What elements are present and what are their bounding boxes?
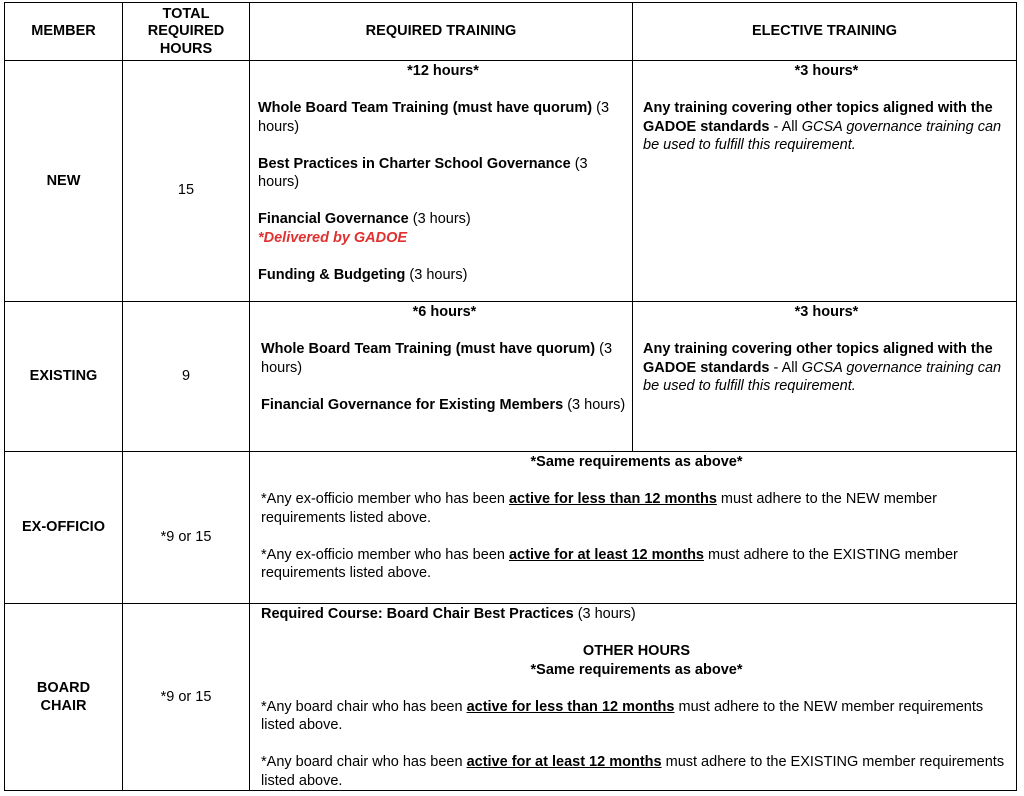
training-item-hours: (3 hours)	[567, 396, 626, 413]
rule-text: *Any ex-officio member who has been	[261, 546, 505, 563]
header-total-line1: TOTAL	[162, 5, 210, 22]
member-label-ex-officio: EX-OFFICIO	[22, 519, 105, 536]
elective-dash: - All	[773, 359, 798, 376]
elective-description-existing	[643, 340, 1010, 396]
training-item-title: Funding & Budgeting	[258, 266, 406, 283]
gadoe-delivered-note: *Delivered by GADOE	[258, 229, 408, 246]
header-elective-training	[633, 3, 1017, 61]
elective-description-new	[643, 99, 1010, 155]
table-row-new	[5, 61, 1017, 302]
member-label-board: BOARD	[36, 679, 91, 696]
training-item-hours: (3 hours)	[409, 266, 468, 283]
training-item-whole-board	[258, 99, 628, 136]
ex-officio-rule-new	[261, 490, 1012, 527]
header-member	[5, 3, 123, 61]
training-item-whole-board-existing	[261, 340, 628, 377]
training-item-hours: (3 hours)	[261, 341, 613, 376]
rule-text: *Any board chair who has been	[261, 754, 463, 770]
total-value-ex-officio: *9 or 15	[160, 528, 212, 545]
header-member-label: MEMBER	[31, 23, 96, 40]
training-item-title: Whole Board Team Training (must have quorum)	[258, 100, 593, 116]
member-cell-new	[5, 61, 123, 302]
training-item-financial-existing	[261, 396, 628, 415]
elective-topic: Any training covering other topics aligned with the GADOE standards	[643, 100, 993, 135]
training-item-title: Financial Governance for Existing Members	[261, 396, 564, 413]
other-hours-heading: OTHER HOURS	[582, 643, 691, 659]
requirements-cell-board-chair	[250, 604, 1017, 791]
rule-emphasis: active for at least 12 months	[508, 546, 704, 563]
total-value-new: 15	[177, 182, 195, 199]
elective-heading-new: *3 hours*	[794, 63, 859, 79]
rule-text: *Any ex-officio member who has been	[261, 491, 505, 507]
requirements-cell-ex-officio	[250, 452, 1017, 604]
rule-emphasis: active for less than 12 months	[466, 698, 675, 715]
training-item-funding-budgeting	[258, 266, 628, 285]
total-value-board-chair: *9 or 15	[160, 688, 212, 705]
ex-officio-rule-existing	[261, 546, 1012, 583]
board-chair-required-course	[261, 605, 1012, 624]
training-item-title: Financial Governance	[258, 211, 409, 227]
required-heading-existing: *6 hours*	[412, 304, 477, 320]
elective-dash: - All	[773, 118, 798, 135]
rule-emphasis: active for less than 12 months	[508, 491, 717, 507]
header-total-line2: REQUIRED	[147, 23, 225, 40]
table-row-board-chair	[5, 604, 1017, 791]
table-row-existing	[5, 302, 1017, 452]
board-chair-rule-existing	[261, 753, 1012, 790]
required-heading-new: *12 hours*	[407, 63, 479, 79]
header-elective-label: ELECTIVE TRAINING	[751, 23, 897, 40]
member-label-new: NEW	[46, 172, 81, 189]
training-item-best-practices	[258, 155, 628, 192]
training-item-title: Best Practices in Charter School Governance	[258, 155, 571, 172]
header-required-training	[250, 3, 633, 61]
training-requirements-table	[4, 2, 1017, 791]
elective-note: GCSA governance training can be used to fulfill this requirement.	[643, 359, 1002, 394]
course-title: Required Course: Board Chair Best Practices	[261, 606, 574, 622]
same-requirements-heading: *Same requirements as above*	[530, 454, 743, 470]
rule-emphasis: active for at least 12 months	[466, 754, 662, 770]
training-item-hours: (3 hours)	[258, 155, 588, 190]
member-label-existing: EXISTING	[29, 368, 98, 385]
board-chair-rule-new	[261, 698, 1012, 735]
elective-note: GCSA governance training can be used to fulfill this requirement.	[643, 118, 1002, 153]
rule-text: must adhere to the EXISTING member requirements listed above.	[261, 754, 1005, 789]
rule-text: must adhere to the NEW member requirements listed above.	[261, 491, 937, 526]
training-item-hours: (3 hours)	[258, 100, 610, 135]
total-cell-ex-officio	[123, 452, 250, 604]
header-total-hours	[123, 3, 250, 61]
elective-cell-existing	[633, 302, 1017, 452]
member-label-chair: CHAIR	[40, 698, 87, 714]
total-cell-board-chair	[123, 604, 250, 791]
training-item-financial-governance	[258, 210, 628, 229]
member-cell-existing	[5, 302, 123, 452]
required-cell-existing	[250, 302, 633, 452]
header-row	[5, 3, 1017, 61]
table-row-ex-officio	[5, 452, 1017, 604]
course-hours: (3 hours)	[577, 606, 636, 622]
member-cell-board-chair	[5, 604, 123, 791]
total-value-existing: 9	[181, 368, 191, 385]
training-item-title: Whole Board Team Training (must have quorum)	[261, 341, 596, 357]
rule-text: must adhere to the EXISTING member requirements listed above.	[261, 546, 958, 581]
total-cell-existing	[123, 302, 250, 452]
training-item-hours: (3 hours)	[412, 211, 471, 227]
rule-text: *Any board chair who has been	[261, 698, 463, 715]
header-total-line3: HOURS	[159, 40, 213, 57]
elective-heading-existing: *3 hours*	[794, 304, 859, 320]
total-cell-new	[123, 61, 250, 302]
same-requirements-heading: *Same requirements as above*	[530, 661, 743, 678]
rule-text: must adhere to the NEW member requirements listed above.	[261, 698, 984, 733]
member-cell-ex-officio	[5, 452, 123, 604]
elective-cell-new	[633, 61, 1017, 302]
elective-topic: Any training covering other topics aligned with the GADOE standards	[643, 341, 993, 376]
required-cell-new	[250, 61, 633, 302]
header-required-label: REQUIRED TRAINING	[365, 23, 517, 40]
